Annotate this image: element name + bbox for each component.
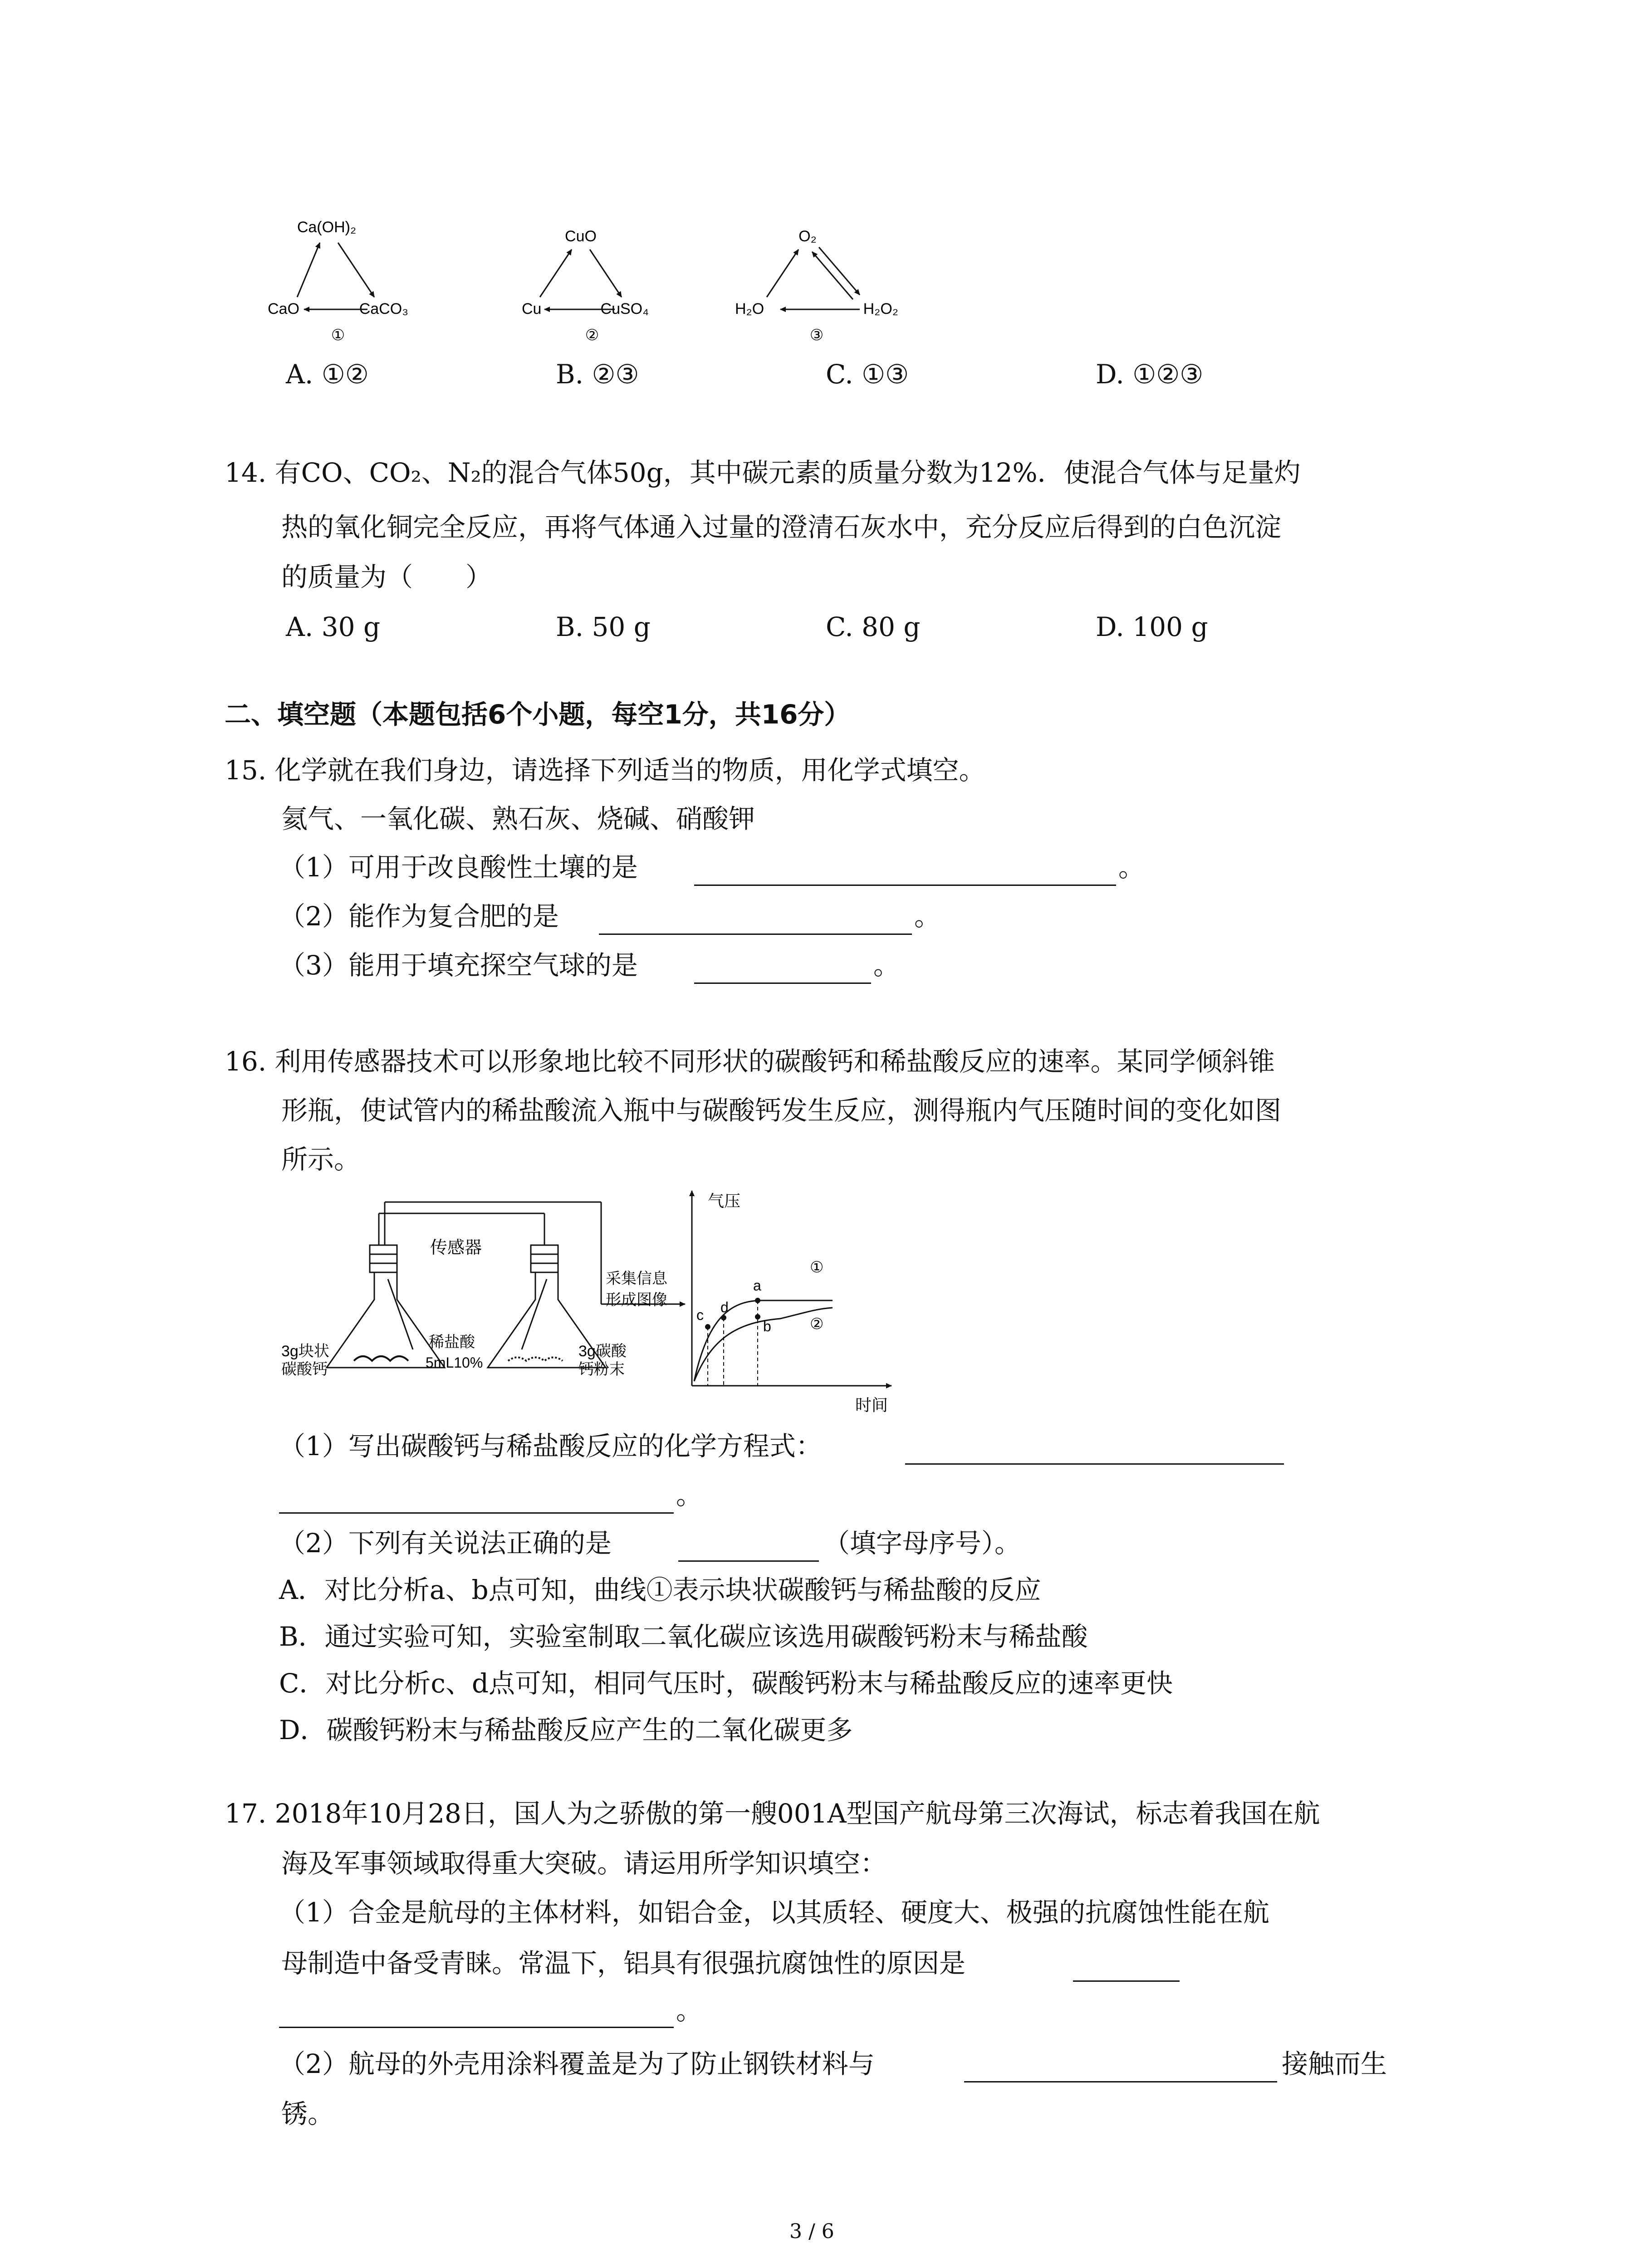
cycle-diagrams <box>263 213 916 349</box>
q17-line1: 17. 2018年10月28日，国人为之骄傲的第一艘001A型国产航母第三次海试，标志着我国在航 <box>225 1798 1320 1829</box>
right-solid-label-1: 3g碳酸 <box>578 1343 627 1360</box>
left-flask <box>327 1245 445 1368</box>
d1-num: ① <box>331 327 345 344</box>
right-solid-label-2: 钙粉末 <box>578 1361 625 1378</box>
q17-blank1b[interactable] <box>279 2027 674 2028</box>
q17-blank2[interactable] <box>964 2081 1277 2082</box>
q17-sub2b: 锈。 <box>281 2098 334 2129</box>
q17-sub2a-tail: 接触而生 <box>1282 2048 1387 2079</box>
q14-option-c: C. 80 g <box>826 611 921 642</box>
d2-left: Cu <box>522 300 542 318</box>
q17-sub1b: 母制造中备受青睐。常温下，铝具有很强抗腐蚀性的原因是 <box>281 1948 966 1979</box>
q15-blank1[interactable] <box>694 885 1116 886</box>
acid-label-2: 5mL10% <box>426 1354 483 1371</box>
q16-sub1: （1）写出碳酸钙与稀盐酸反应的化学方程式： <box>279 1431 822 1461</box>
point-b <box>755 1314 760 1320</box>
d3-left: H₂O <box>735 300 764 318</box>
d1-right: CaCO₃ <box>359 300 408 318</box>
q13-option-d: D. ①②③ <box>1096 359 1204 390</box>
q15-period2: 。 <box>914 901 941 932</box>
q16-line2: 形瓶，使试管内的稀盐酸流入瓶中与碳酸钙发生反应，测得瓶内气压随时间的变化如图 <box>281 1095 1282 1126</box>
q16-option-a: A．对比分析a、b点可知，曲线①表示块状碳酸钙与稀盐酸的反应 <box>279 1574 1041 1605</box>
diagram-1 <box>268 219 408 344</box>
q16-blank1b[interactable] <box>279 1512 674 1514</box>
label-a: a <box>753 1277 761 1294</box>
x-axis-label: 时间 <box>855 1396 888 1414</box>
q15-line2: 氦气、一氧化碳、熟石灰、烧碱、硝酸钾 <box>281 803 755 834</box>
d1-left: CaO <box>268 300 299 318</box>
sensor-label: 传感器 <box>430 1238 482 1257</box>
d3-top: O₂ <box>798 228 817 245</box>
curve-2-label: ② <box>810 1315 824 1333</box>
q15-sub2: （2）能作为复合肥的是 <box>279 901 559 932</box>
q16-sub2-tail: （填字母序号）。 <box>823 1528 1021 1559</box>
left-solid-label-2: 碳酸钙 <box>281 1361 328 1378</box>
point-d <box>721 1315 726 1320</box>
q16-line1: 16. 利用传感器技术可以形象地比较不同形状的碳酸钙和稀盐酸反应的速率。某同学倾斜锥 <box>225 1046 1275 1077</box>
curve-1-label: ① <box>810 1259 824 1276</box>
q15-sub3: （3）能用于填充探空气球的是 <box>279 950 638 981</box>
q17-sub1a: （1）合金是航母的主体材料，如铝合金，以其质轻、硬度大、极强的抗腐蚀性能在航 <box>279 1897 1269 1928</box>
d2-num: ② <box>585 327 599 344</box>
q14-line1: 14. 有CO、CO₂、N₂的混合气体50g，其中碳元素的质量分数为12%．使混合气体与足量灼 <box>225 457 1301 488</box>
d2-top: CuO <box>565 228 597 245</box>
q16-option-b: B．通过实验可知，实验室制取二氧化碳应该选用碳酸钙粉末与稀盐酸 <box>279 1621 1088 1652</box>
acid-label-1: 稀盐酸 <box>429 1334 475 1351</box>
label-b: b <box>763 1318 771 1334</box>
collect-label-1: 采集信息 <box>606 1270 667 1287</box>
q16-option-c: C．对比分析c、d点可知，相同气压时，碳酸钙粉末与稀盐酸反应的速率更快 <box>279 1668 1173 1699</box>
q14-line3: 的质量为（ ） <box>281 562 492 592</box>
q15-period3: 。 <box>873 950 900 981</box>
q15-blank2[interactable] <box>599 934 912 935</box>
q17-sub2a: （2）航母的外壳用涂料覆盖是为了防止钢铁材料与 <box>279 2048 875 2079</box>
point-a <box>755 1298 760 1303</box>
q17-line2: 海及军事领域取得重大突破。请运用所学知识填空： <box>281 1848 887 1879</box>
page-number: 3 / 6 <box>789 2220 834 2243</box>
pressure-graph <box>692 1191 892 1414</box>
collect-label-2: 形成图像 <box>606 1291 667 1309</box>
q14-option-a: A. 30 g <box>286 611 381 642</box>
d3-right: H₂O₂ <box>863 300 898 318</box>
q17-period1: 。 <box>676 1995 703 2026</box>
q17-blank1a[interactable] <box>1073 1980 1180 1982</box>
q16-blank1a[interactable] <box>905 1463 1284 1465</box>
q14-option-b: B. 50 g <box>556 611 651 642</box>
label-d: d <box>720 1299 729 1315</box>
diagram-2 <box>522 228 649 344</box>
d3-num: ③ <box>809 327 824 344</box>
sensor-figure <box>281 1182 916 1418</box>
q15-line1: 15. 化学就在我们身边，请选择下列适当的物质，用化学式填空。 <box>225 755 985 786</box>
q14-option-d: D. 100 g <box>1096 611 1208 642</box>
q15-period1: 。 <box>1118 852 1145 883</box>
q16-sub2: （2）下列有关说法正确的是 <box>279 1528 612 1559</box>
left-solid-label-1: 3g块状 <box>281 1343 329 1360</box>
q16-option-d: D．碳酸钙粉末与稀盐酸反应产生的二氧化碳更多 <box>279 1715 853 1745</box>
q14-line2: 热的氧化铜完全反应，再将气体通入过量的澄清石灰水中，充分反应后得到的白色沉淀 <box>281 512 1282 543</box>
y-axis-label: 气压 <box>708 1192 741 1210</box>
d2-right: CuSO₄ <box>600 300 649 318</box>
q13-option-c: C. ①③ <box>826 359 909 390</box>
section-title: 二、填空题（本题包括6个小题，每空1分，共16分） <box>225 699 851 730</box>
q13-option-b: B. ②③ <box>556 359 639 390</box>
d1-top: Ca(OH)₂ <box>297 219 357 236</box>
q13-option-a: A. ①② <box>286 359 369 390</box>
q16-line3: 所示。 <box>281 1144 361 1175</box>
q15-sub1: （1）可用于改良酸性土壤的是 <box>279 852 638 883</box>
q15-blank3[interactable] <box>694 982 871 984</box>
q16-blank2[interactable] <box>678 1560 819 1562</box>
curve-1 <box>694 1300 833 1381</box>
point-c <box>705 1324 710 1330</box>
label-c: c <box>696 1307 704 1323</box>
q16-period1: 。 <box>676 1480 703 1510</box>
diagram-3 <box>735 228 898 344</box>
